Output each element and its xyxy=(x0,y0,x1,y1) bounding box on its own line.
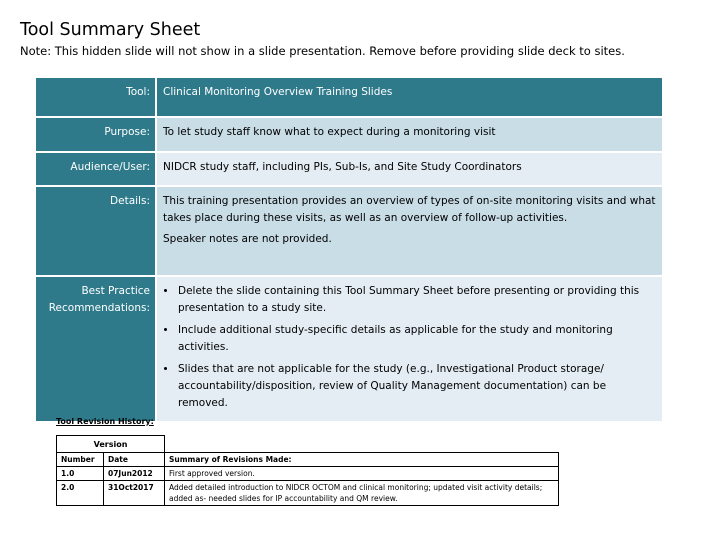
purpose-row xyxy=(35,117,663,152)
number-header: Number xyxy=(57,453,104,467)
details-paragraph: Speaker notes are not provided. xyxy=(163,233,332,245)
revision-number: 1.0 xyxy=(57,467,104,481)
page-title: Tool Summary Sheet xyxy=(20,20,201,40)
purpose-value: To let study staff know what to expect during a monitoring visit xyxy=(156,117,663,152)
revision-number: 2.0 xyxy=(57,481,104,506)
best-practice-row xyxy=(35,276,663,422)
revision-history-table xyxy=(56,435,559,506)
tool-summary-table xyxy=(34,76,664,423)
revision-history-title: Tool Revision History: xyxy=(56,417,154,426)
revision-date: 31Oct2017 xyxy=(104,481,165,506)
tool-row xyxy=(35,77,663,117)
tool-label: Tool: xyxy=(35,77,156,117)
list-item: • Include additional study-specific details as applicable for the study and monitoring activities. xyxy=(177,322,657,356)
hidden-slide-note: Note: This hidden slide will not show in a slide presentation. Remove before providing slide deck to sites. xyxy=(20,44,625,58)
details-label: Details: xyxy=(35,186,156,276)
revision-summary: Added detailed introduction to NIDCR OCTOM and clinical monitoring; updated visit activity details; added as- needed slides for IP accountability and QM review. xyxy=(165,481,559,506)
details-paragraph: This training presentation provides an overview of types of on-site monitoring visits and what takes place during these visits, as well as an overview of follow-up activities. xyxy=(163,195,656,224)
column-header-row xyxy=(57,453,559,467)
table-row xyxy=(57,481,559,506)
table-row xyxy=(57,467,559,481)
tool-value: Clinical Monitoring Overview Training Slides xyxy=(156,77,663,117)
list-item: • Slides that are not applicable for the study (e.g., Investigational Product storage/ accountability/disposition, review of Quality Management documentation) can be removed. xyxy=(177,361,657,412)
details-value xyxy=(156,186,663,276)
best-practice-label-line: Best Practice xyxy=(81,285,150,297)
date-header: Date xyxy=(104,453,165,467)
details-row xyxy=(35,186,663,276)
list-item: • Delete the slide containing this Tool Summary Sheet before presenting or providing this presentation to a study site. xyxy=(177,283,657,317)
revision-date: 07Jun2012 xyxy=(104,467,165,481)
audience-value: NIDCR study staff, including PIs, Sub-Is, and Site Study Coordinators xyxy=(156,152,663,186)
version-header-row xyxy=(57,436,559,453)
revision-summary: First approved version. xyxy=(165,467,559,481)
audience-row xyxy=(35,152,663,186)
best-practice-label xyxy=(35,276,156,422)
best-practice-label-line: Recommendations: xyxy=(48,302,150,314)
audience-label: Audience/User: xyxy=(35,152,156,186)
summary-header: Summary of Revisions Made: xyxy=(165,453,559,467)
best-practice-value xyxy=(156,276,663,422)
blank-cell xyxy=(165,436,559,453)
version-header: Version xyxy=(57,436,165,453)
best-practice-list xyxy=(163,283,657,412)
purpose-label: Purpose: xyxy=(35,117,156,152)
